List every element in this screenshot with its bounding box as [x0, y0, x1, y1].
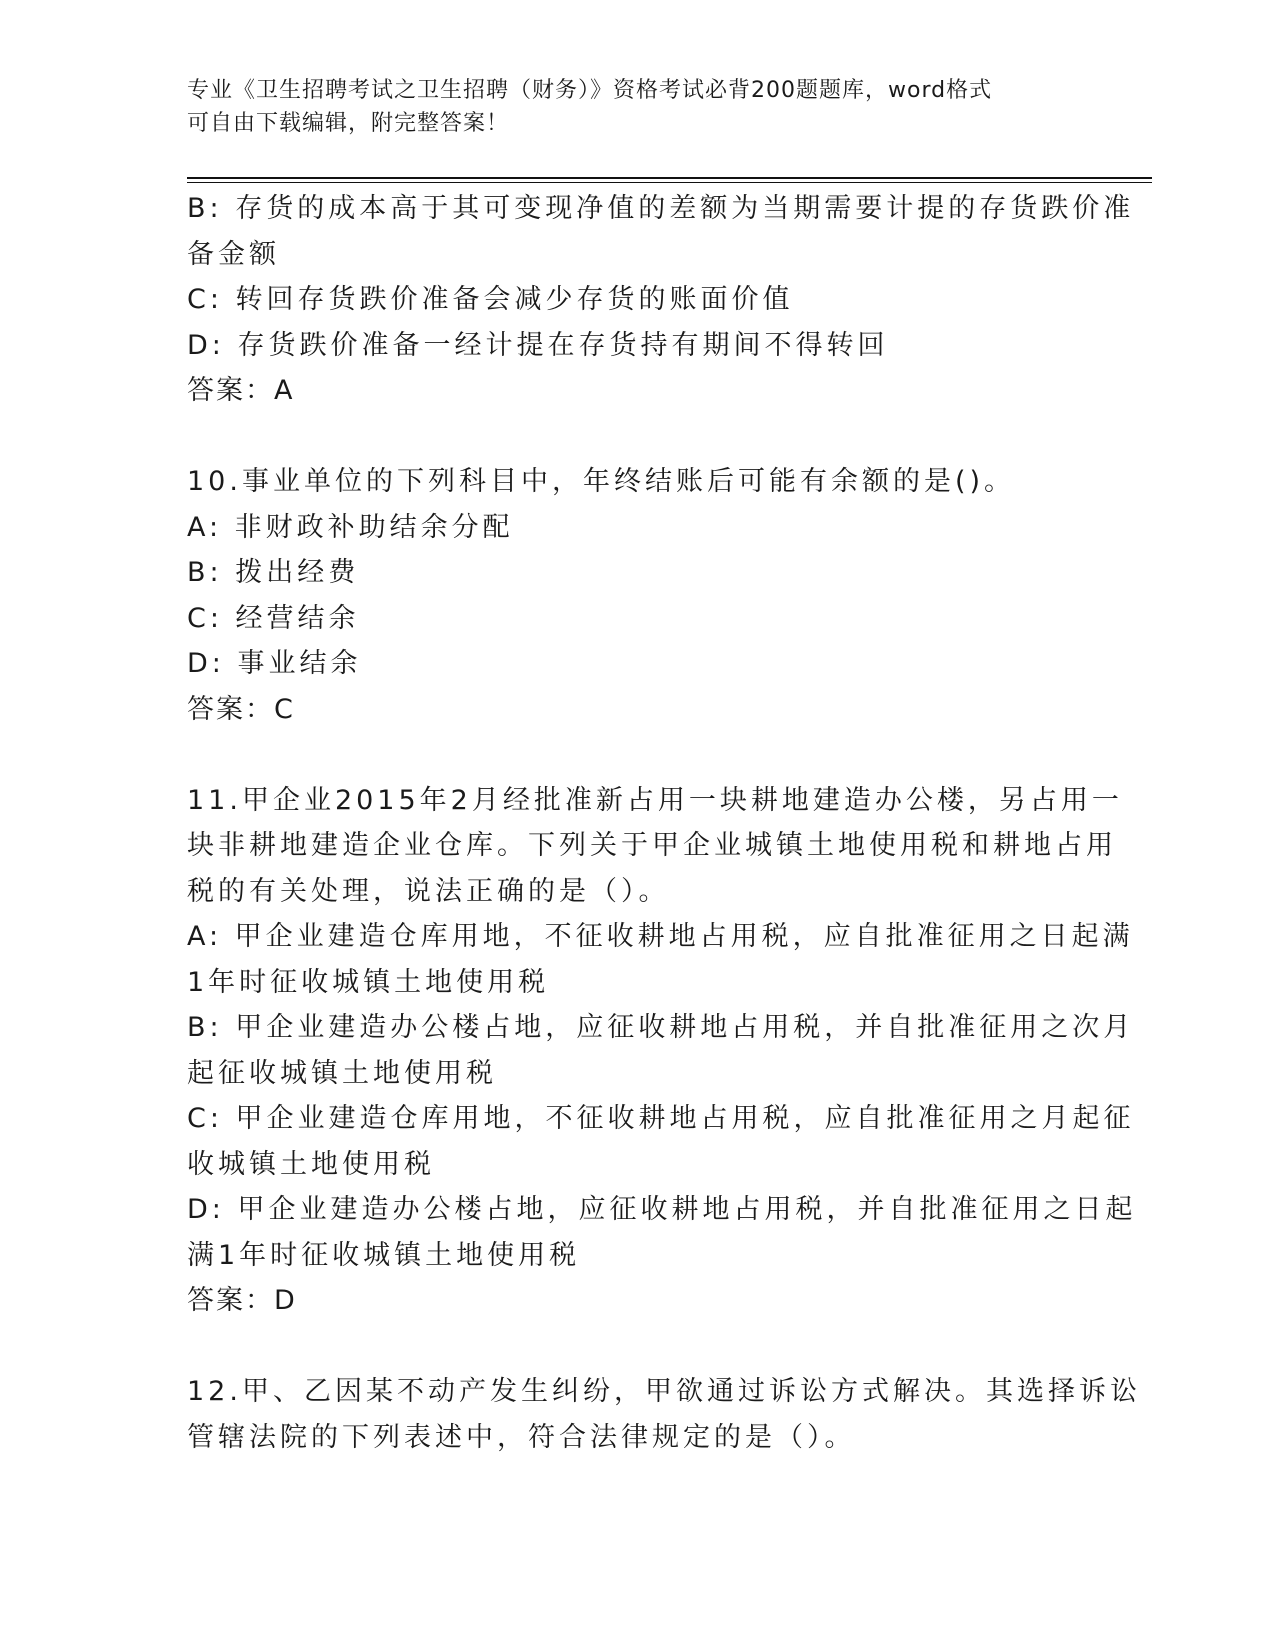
- q11-answer: 答案：D: [187, 1285, 297, 1316]
- q11-option-c-line-2: 收城镇土地使用税: [187, 1148, 435, 1180]
- q12-question-line-2: 管辖法院的下列表述中，符合法律规定的是（）。: [187, 1421, 856, 1453]
- q11-question-line-1: 11.甲企业2015年2月经批准新占用一块耕地建造办公楼，另占用一: [187, 784, 1123, 816]
- q10-option-c: C: 经营结余: [187, 602, 360, 634]
- q11-option-d-line-2: 满1年时征收城镇土地使用税: [187, 1239, 581, 1271]
- spacer: [187, 414, 1087, 460]
- q9-option-b-line-1: B: 存货的成本高于其可变现净值的差额为当期需要计提的存货跌价准: [187, 193, 1135, 224]
- question-11-block: [187, 778, 1137, 1324]
- q11-option-b-line-1: B: 甲企业建造办公楼占地，应征收耕地占用税，并自批准征用之次月: [187, 1012, 1135, 1043]
- spacer: [187, 732, 1087, 778]
- question-9-block: [187, 186, 1135, 414]
- question-10-block: [187, 459, 1087, 732]
- document-header: [187, 74, 1067, 140]
- question-12-block: [187, 1369, 1141, 1460]
- q10-option-b: B: 拨出经费: [187, 557, 360, 588]
- header-divider: [187, 177, 1152, 183]
- document-body: [187, 186, 1141, 1460]
- q12-question-line-1: 12.甲、乙因某不动产发生纠纷，甲欲通过诉讼方式解决。其选择诉讼: [187, 1376, 1141, 1407]
- header-title-line-2: 可自由下载编辑，附完整答案！: [187, 111, 510, 136]
- q9-answer: 答案：A: [187, 375, 295, 406]
- q10-question: 10.事业单位的下列科目中，年终结账后可能有余额的是()。: [187, 466, 1016, 497]
- q9-option-b-line-2: 备金额: [187, 238, 280, 270]
- q10-answer: 答案：C: [187, 693, 295, 725]
- q10-option-d: D: 事业结余: [187, 648, 362, 679]
- header-title-line-1: 专业《卫生招聘考试之卫生招聘（财务）》资格考试必背200题题库，word格式: [187, 78, 993, 103]
- q10-option-a: A: 非财政补助结余分配: [187, 511, 514, 543]
- q11-question-line-2: 块非耕地建造企业仓库。下列关于甲企业城镇土地使用税和耕地占用: [187, 830, 1117, 861]
- q11-option-a-line-1: A: 甲企业建造仓库用地，不征收耕地占用税，应自批准征用之日起满: [187, 921, 1134, 952]
- q9-option-c: C: 转回存货跌价准备会减少存货的账面价值: [187, 284, 794, 315]
- q11-option-d-line-1: D: 甲企业建造办公楼占地，应征收耕地占用税，并自批准征用之日起: [187, 1194, 1137, 1225]
- q11-option-c-line-1: C: 甲企业建造仓库用地，不征收耕地占用税，应自批准征用之月起征: [187, 1103, 1135, 1134]
- q9-option-d: D: 存货跌价准备一经计提在存货持有期间不得转回: [187, 329, 889, 361]
- q11-question-line-3: 税的有关处理，说法正确的是（）。: [187, 875, 670, 907]
- q11-option-b-line-2: 起征收城镇土地使用税: [187, 1057, 497, 1089]
- spacer: [187, 1324, 1087, 1370]
- q11-option-a-line-2: 1年时征收城镇土地使用税: [187, 966, 550, 998]
